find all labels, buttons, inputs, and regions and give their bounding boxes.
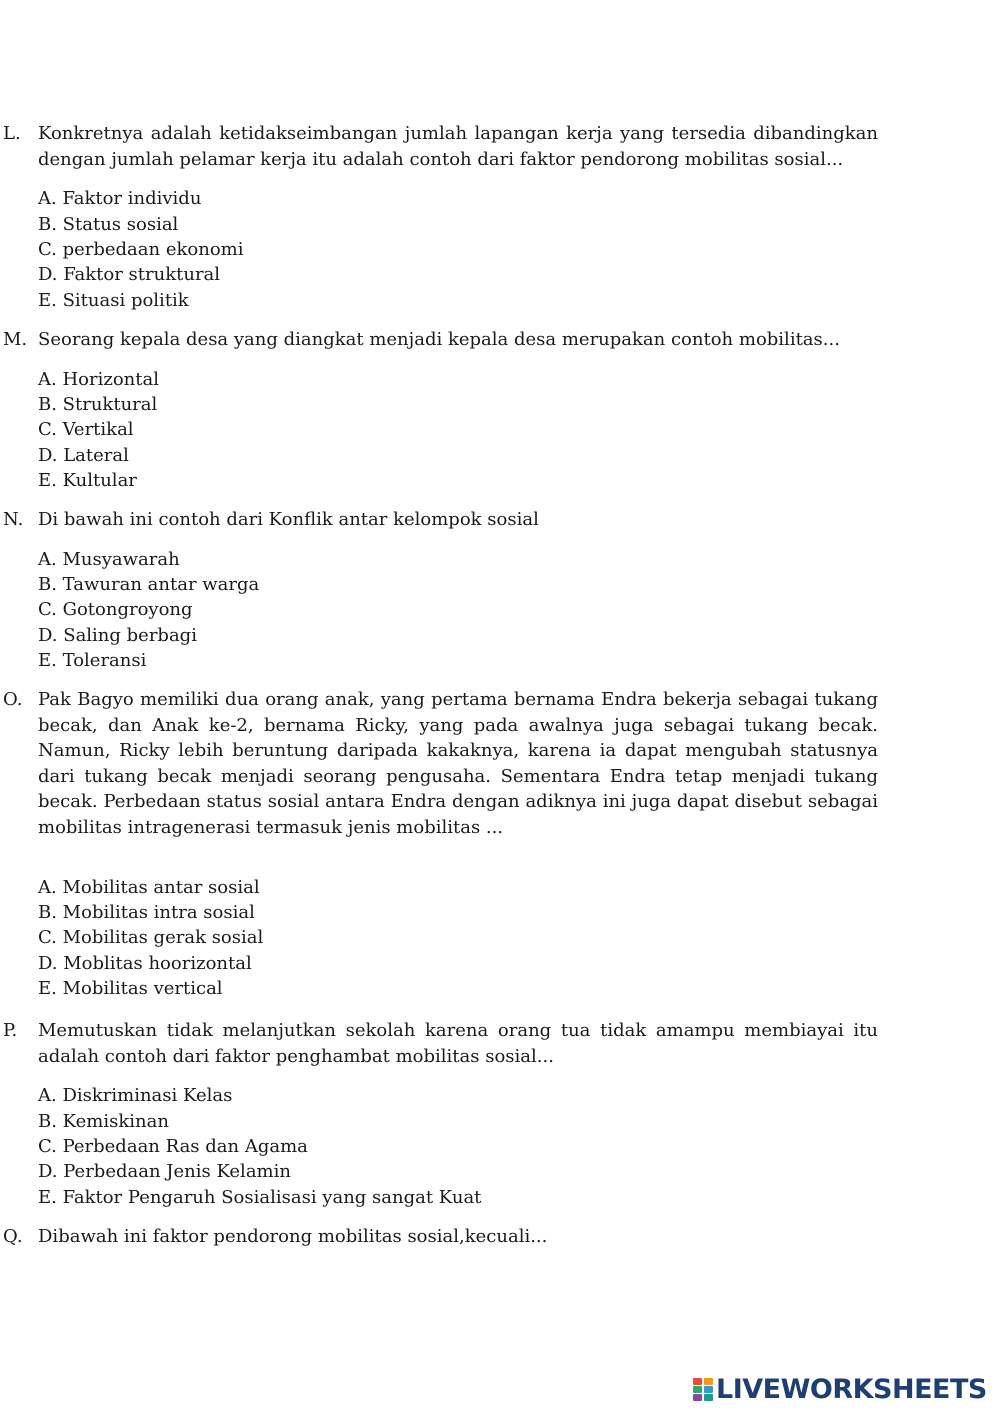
question-text: Pak Bagyo memiliki dua orang anak, yang pertama bernama Endra bekerja sebagai tukang becak, dan Anak ke-2, bernama Ricky, yang pada awalnya juga sebagai tukang becak. Namun, Ricky lebih beruntung daripada kakaknya, karena ia dapat mengubah statusnya dari tukang becak menjadi seorang pengusaha. Sementara Endra tetap menjadi tukang becak. Perbedaan status sosial antara Endra dengan adiknya ini juga dapat disebut sebagai mobilitas intragenerasi termasuk jenis mobilitas ... <box>38 689 878 838</box>
question-m <box>0 327 878 494</box>
option-e[interactable]: E. Situasi politik <box>38 289 189 311</box>
question-m-head <box>0 327 878 353</box>
option-c[interactable]: C. Vertikal <box>38 419 134 441</box>
option-d[interactable]: D. Perbedaan Jenis Kelamin <box>38 1161 291 1183</box>
question-q <box>0 1224 878 1250</box>
question-letter: M. <box>3 329 28 350</box>
option-b[interactable]: B. Tawuran antar warga <box>38 574 260 595</box>
liveworksheets-logo <box>693 1374 987 1406</box>
question-o-head <box>0 687 878 841</box>
option-b[interactable]: B. Mobilitas intra sosial <box>38 901 255 923</box>
options-list <box>0 186 878 313</box>
question-letter: N. <box>3 509 24 530</box>
question-o <box>0 687 878 1002</box>
option-e[interactable]: E. Kultular <box>38 470 137 492</box>
option-a[interactable]: A. Horizontal <box>38 368 159 390</box>
question-text: Seorang kepala desa yang diangkat menjadi kepala desa merupakan contoh mobilitas... <box>38 329 840 350</box>
option-c[interactable]: C. perbedaan ekonomi <box>38 239 244 260</box>
logo-block-icon <box>693 1378 702 1385</box>
option-d[interactable]: D. Saling berbagi <box>38 624 197 646</box>
option-c[interactable]: C. Gotongroyong <box>38 599 193 621</box>
option-d[interactable]: D. Faktor struktural <box>38 264 221 286</box>
question-letter: Q. <box>3 1226 23 1247</box>
logo-block-icon <box>693 1386 702 1393</box>
question-p-head <box>0 1018 878 1069</box>
logo-block-icon <box>704 1386 713 1393</box>
question-l-head <box>0 121 878 172</box>
question-n <box>0 507 878 674</box>
option-e[interactable]: E. Faktor Pengaruh Sosialisasi yang sangat Kuat <box>38 1186 482 1208</box>
option-d[interactable]: D. Lateral <box>38 444 129 466</box>
question-text: Memutuskan tidak melanjutkan sekolah karena orang tua tidak amampu membiayai itu adalah contoh dari faktor penghambat mobilitas sosial... <box>38 1020 878 1067</box>
option-a[interactable]: A. Diskriminasi Kelas <box>38 1085 233 1107</box>
question-text: Dibawah ini faktor pendorong mobilitas sosial,kecuali... <box>38 1226 548 1247</box>
question-letter: O. <box>3 689 23 710</box>
option-a[interactable]: A. Faktor individu <box>38 188 202 210</box>
question-n-head <box>0 507 878 533</box>
question-letter: L. <box>3 123 21 144</box>
options-list <box>0 367 878 494</box>
question-text: Di bawah ini contoh dari Konflik antar kelompok sosial <box>38 509 539 530</box>
option-a[interactable]: A. Musyawarah <box>38 548 180 570</box>
options-list <box>0 1083 878 1210</box>
options-list <box>0 875 878 1002</box>
question-text: Konkretnya adalah ketidakseimbangan jumlah lapangan kerja yang tersedia dibandingkan dengan jumlah pelamar kerja itu adalah contoh dari faktor pendorong mobilitas sosial... <box>38 123 878 170</box>
logo-block-icon <box>704 1378 713 1385</box>
options-list <box>0 547 878 674</box>
logo-block-icon <box>704 1394 713 1401</box>
option-c[interactable]: C. Perbedaan Ras dan Agama <box>38 1136 308 1157</box>
logo-block-icon <box>693 1394 702 1401</box>
option-a[interactable]: A. Mobilitas antar sosial <box>38 876 260 898</box>
option-e[interactable]: E. Toleransi <box>38 650 147 672</box>
option-b[interactable]: B. Kemiskinan <box>38 1110 169 1132</box>
option-c[interactable]: C. Mobilitas gerak sosial <box>38 927 264 949</box>
question-letter: P. <box>3 1020 18 1041</box>
option-b[interactable]: B. Status sosial <box>38 213 179 235</box>
option-d[interactable]: D. Moblitas hoorizontal <box>38 952 252 974</box>
question-l <box>0 121 878 313</box>
option-b[interactable]: B. Struktural <box>38 394 158 415</box>
question-q-head <box>0 1224 878 1250</box>
question-p <box>0 1018 878 1210</box>
option-e[interactable]: E. Mobilitas vertical <box>38 978 223 1000</box>
liveworksheets-logo-icon <box>693 1378 713 1402</box>
logo-text: LIVEWORKSHEETS <box>716 1374 987 1405</box>
